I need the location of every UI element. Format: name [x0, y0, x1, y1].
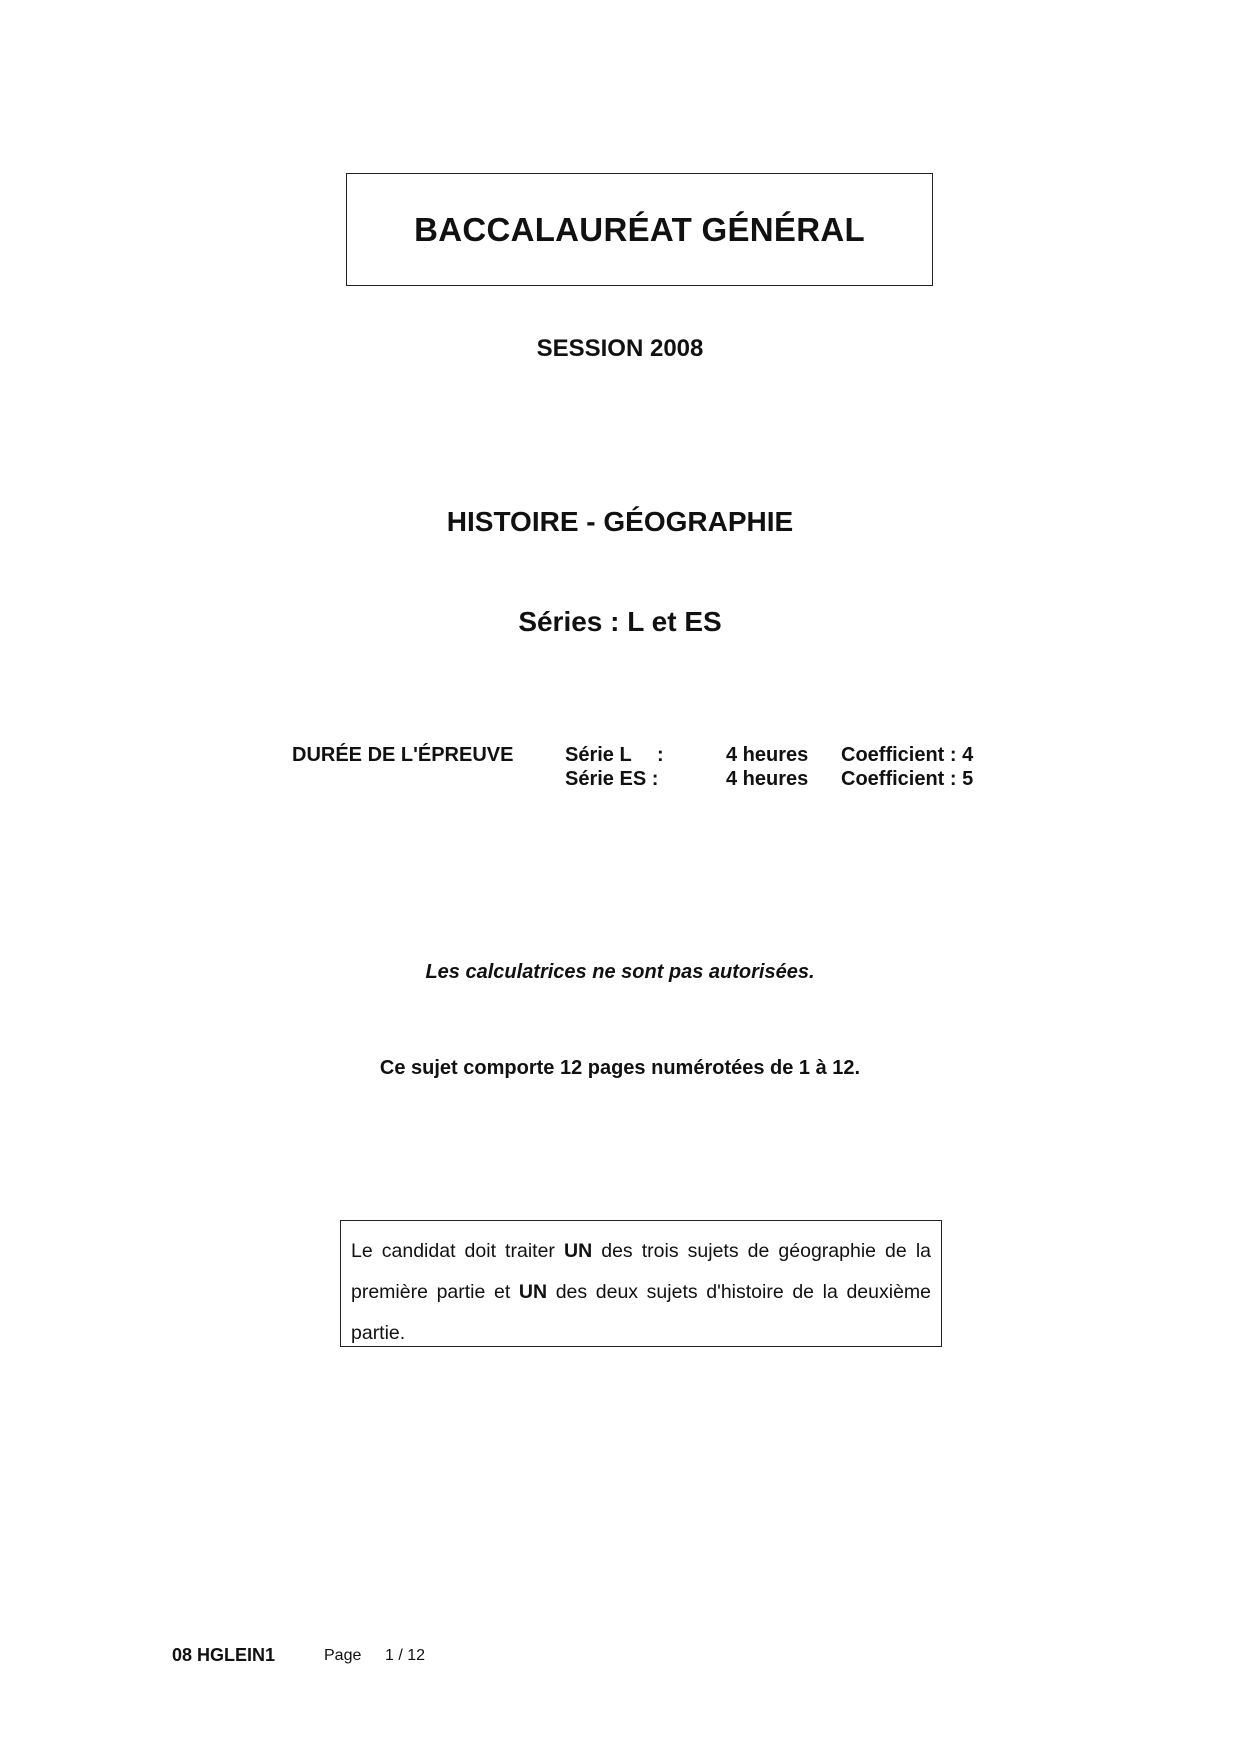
document-title: BACCALAURÉAT GÉNÉRAL [414, 210, 865, 248]
subject-title: HISTOIRE - GÉOGRAPHIE [446, 506, 794, 537]
calculator-notice: Les calculatrices ne sont pas autorisées. [425, 961, 815, 983]
page-label: Page [324, 1647, 362, 1664]
duration-label: DURÉE DE L'ÉPREUVE [292, 744, 514, 766]
instructions-emphasis: UN [518, 1281, 548, 1303]
session-line: SESSION 2008 [536, 335, 704, 362]
serie-name: Série L [565, 744, 632, 766]
duration-row [0, 768, 1240, 794]
serie-colon: : [657, 744, 664, 766]
instructions-box [340, 1220, 942, 1347]
instructions-text: Le candidat doit traiter [351, 1240, 564, 1262]
page-number: 1 / 12 [385, 1647, 426, 1664]
instructions-text: des deux sujets d'histoire de la deuxième partie. [351, 1281, 931, 1344]
serie-coefficient: Coefficient : 5 [841, 768, 974, 790]
serie-hours: 4 heures [726, 768, 809, 790]
exam-code: 08 HGLEIN1 [172, 1645, 276, 1665]
instructions-emphasis: UN [563, 1240, 593, 1262]
title-box [346, 173, 933, 286]
instructions-text: des trois sujets de géographie de la première partie et [351, 1240, 931, 1303]
series-line: Séries : L et ES [518, 606, 722, 637]
serie-name: Série ES : [565, 768, 659, 790]
duration-row [0, 744, 1240, 770]
serie-coefficient: Coefficient : 4 [841, 744, 974, 766]
page-count-notice: Ce sujet comporte 12 pages numérotées de 1 à 12. [379, 1057, 861, 1079]
serie-hours: 4 heures [726, 744, 809, 766]
